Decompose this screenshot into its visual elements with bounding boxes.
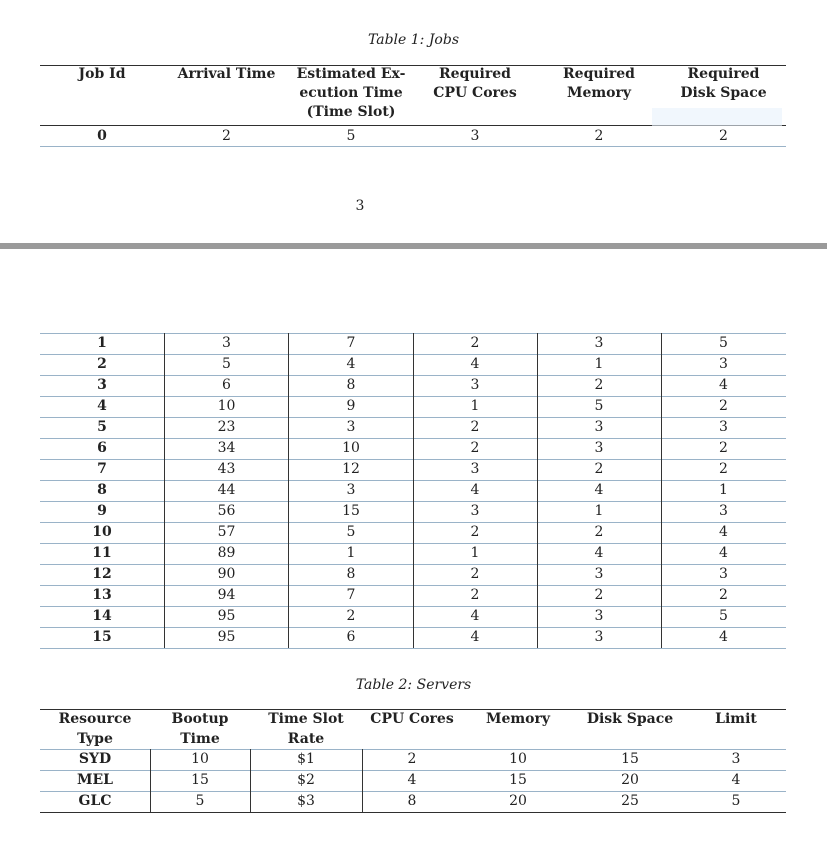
column-divider xyxy=(362,749,363,812)
cell-memory: 1 xyxy=(594,503,604,519)
cell-exec: 4 xyxy=(346,356,356,372)
header-job-id: Job Id xyxy=(78,66,126,82)
cell-disk: 3 xyxy=(719,419,728,435)
cell-job-id: 4 xyxy=(97,398,107,414)
row-rule xyxy=(40,812,786,813)
column-divider xyxy=(150,749,151,812)
cell-cpu: 4 xyxy=(407,772,417,788)
cell-disk: 3 xyxy=(719,566,728,582)
cell-memory: 20 xyxy=(509,793,527,809)
cell-cpu: 3 xyxy=(470,128,480,144)
cell-memory: 10 xyxy=(509,751,527,767)
column-divider xyxy=(661,333,662,648)
cell-cpu: 4 xyxy=(470,629,480,645)
cell-disk: 2 xyxy=(719,128,728,144)
watermark xyxy=(652,108,782,126)
header-disk-space: Disk Space xyxy=(586,711,674,727)
cell-cpu: 1 xyxy=(470,398,480,414)
cell-disk: 25 xyxy=(621,793,639,809)
cell-arrival: 95 xyxy=(217,629,236,645)
cell-arrival: 6 xyxy=(222,377,231,393)
cell-arrival: 10 xyxy=(217,398,236,414)
cell-job-id: 3 xyxy=(97,377,107,393)
cell-memory: 3 xyxy=(594,629,604,645)
cell-rate: $3 xyxy=(297,793,315,809)
table2-caption: Table 2: Servers xyxy=(355,677,472,693)
cell-arrival: 34 xyxy=(217,440,236,456)
cell-memory: 4 xyxy=(594,482,604,498)
cell-disk: 3 xyxy=(719,503,728,519)
column-divider xyxy=(164,333,165,648)
cell-arrival: 56 xyxy=(217,503,236,519)
cell-exec: 2 xyxy=(346,608,356,624)
cell-disk: 4 xyxy=(719,377,728,393)
table2-header xyxy=(40,709,786,749)
table-row xyxy=(40,791,786,811)
cell-cpu: 2 xyxy=(470,566,480,582)
cell-job-id: 14 xyxy=(92,608,112,624)
cell-disk: 2 xyxy=(719,398,728,414)
cell-exec: 5 xyxy=(346,524,356,540)
cell-cpu: 4 xyxy=(470,608,480,624)
table1-caption: Table 1: Jobs xyxy=(367,32,460,48)
cell-memory: 4 xyxy=(594,545,604,561)
cell-arrival: 94 xyxy=(217,587,236,603)
cell-arrival: 57 xyxy=(217,524,236,540)
cell-cpu: 2 xyxy=(470,440,480,456)
cell-job-id: 13 xyxy=(92,587,112,603)
cell-cpu: 4 xyxy=(470,482,480,498)
header-execution-time: Estimated Ex- ecution Time (Time Slot) xyxy=(296,66,406,120)
cell-limit: 3 xyxy=(731,751,741,767)
cell-arrival: 90 xyxy=(217,566,236,582)
cell-memory: 15 xyxy=(509,772,527,788)
cell-disk: 4 xyxy=(719,629,728,645)
header-arrival-time: Arrival Time xyxy=(177,66,276,82)
cell-memory: 2 xyxy=(594,587,604,603)
cell-memory: 2 xyxy=(594,524,604,540)
cell-exec: 7 xyxy=(346,335,356,351)
cell-memory: 1 xyxy=(594,356,604,372)
cell-cpu: 2 xyxy=(470,335,480,351)
header-bootup-time: Bootup Time xyxy=(171,711,229,747)
header-time-slot-rate: Time Slot Rate xyxy=(268,711,344,747)
cell-memory: 5 xyxy=(594,398,604,414)
header-resource-type: Resource Type xyxy=(58,711,132,747)
cell-arrival: 44 xyxy=(217,482,236,498)
cell-rate: $2 xyxy=(297,772,315,788)
page-break-bar xyxy=(0,243,827,249)
column-divider xyxy=(413,333,414,648)
cell-resource-type: MEL xyxy=(76,772,113,788)
cell-arrival: 89 xyxy=(217,545,236,561)
table-row xyxy=(40,749,786,769)
cell-job-id: 5 xyxy=(97,419,107,435)
column-divider xyxy=(537,333,538,648)
cell-exec: 8 xyxy=(346,377,356,393)
cell-exec: 6 xyxy=(346,629,356,645)
cell-exec: 15 xyxy=(342,503,360,519)
cell-job-id: 10 xyxy=(92,524,112,540)
cell-exec: 3 xyxy=(346,419,356,435)
cell-disk: 5 xyxy=(719,608,728,624)
cell-exec: 8 xyxy=(346,566,356,582)
cell-job-id: 12 xyxy=(92,566,112,582)
cell-exec: 3 xyxy=(346,482,356,498)
cell-memory: 2 xyxy=(594,128,604,144)
cell-cpu: 2 xyxy=(470,524,480,540)
cell-cpu: 3 xyxy=(470,377,480,393)
cell-cpu: 3 xyxy=(470,503,480,519)
column-divider xyxy=(250,749,251,812)
cell-job-id: 15 xyxy=(92,629,112,645)
cell-memory: 2 xyxy=(594,461,604,477)
cell-bootup: 15 xyxy=(191,772,209,788)
cell-memory: 3 xyxy=(594,608,604,624)
table-row xyxy=(40,770,786,790)
cell-job-id: 6 xyxy=(97,440,107,456)
cell-job-id: 0 xyxy=(97,128,107,144)
cell-memory: 2 xyxy=(594,377,604,393)
cell-limit: 4 xyxy=(731,772,741,788)
cell-cpu: 4 xyxy=(470,356,480,372)
header-memory: Memory xyxy=(485,711,551,727)
cell-cpu: 2 xyxy=(407,751,417,767)
cell-arrival: 5 xyxy=(222,356,231,372)
header-memory: Required Memory xyxy=(563,66,635,101)
cell-memory: 3 xyxy=(594,335,604,351)
cell-job-id: 2 xyxy=(97,356,107,372)
cell-cpu: 3 xyxy=(470,461,480,477)
cell-job-id: 8 xyxy=(97,482,107,498)
cell-job-id: 11 xyxy=(92,545,112,561)
table-row xyxy=(40,126,786,146)
cell-job-id: 1 xyxy=(97,335,107,351)
cell-job-id: 7 xyxy=(97,461,107,477)
cell-disk: 2 xyxy=(719,440,728,456)
cell-resource-type: GLC xyxy=(78,793,112,809)
cell-cpu: 8 xyxy=(407,793,417,809)
column-divider xyxy=(288,333,289,648)
page-number: 3 xyxy=(355,198,365,214)
cell-disk: 5 xyxy=(719,335,728,351)
cell-cpu: 1 xyxy=(470,545,480,561)
cell-job-id: 9 xyxy=(97,503,107,519)
cell-exec: 7 xyxy=(346,587,356,603)
cell-arrival: 95 xyxy=(217,608,236,624)
cell-memory: 3 xyxy=(594,440,604,456)
cell-bootup: 10 xyxy=(191,751,209,767)
cell-arrival: 43 xyxy=(217,461,236,477)
cell-arrival: 3 xyxy=(222,335,231,351)
header-cpu-cores: CPU Cores xyxy=(370,711,454,727)
header-cpu-cores: Required CPU Cores xyxy=(433,66,517,101)
cell-exec: 10 xyxy=(342,440,360,456)
cell-cpu: 2 xyxy=(470,419,480,435)
cell-rate: $1 xyxy=(297,751,315,767)
cell-disk: 2 xyxy=(719,461,728,477)
cell-memory: 3 xyxy=(594,419,604,435)
cell-arrival: 23 xyxy=(217,419,236,435)
row-rule xyxy=(40,648,786,649)
cell-memory: 3 xyxy=(594,566,604,582)
cell-arrival: 2 xyxy=(222,128,231,144)
cell-disk: 2 xyxy=(719,587,728,603)
cell-disk: 4 xyxy=(719,545,728,561)
cell-limit: 5 xyxy=(731,793,741,809)
cell-disk: 20 xyxy=(621,772,639,788)
header-limit: Limit xyxy=(715,711,757,727)
cell-exec: 1 xyxy=(346,545,356,561)
cell-exec: 9 xyxy=(346,398,356,414)
header-disk-space: Required Disk Space xyxy=(680,66,767,101)
cell-disk: 1 xyxy=(719,482,728,498)
cell-disk: 3 xyxy=(719,356,728,372)
cell-cpu: 2 xyxy=(470,587,480,603)
cell-disk: 15 xyxy=(621,751,639,767)
cell-exec: 12 xyxy=(342,461,360,477)
cell-resource-type: SYD xyxy=(78,751,112,767)
cell-disk: 4 xyxy=(719,524,728,540)
cell-exec: 5 xyxy=(346,128,356,144)
cell-bootup: 5 xyxy=(195,793,205,809)
row-rule xyxy=(40,146,786,147)
